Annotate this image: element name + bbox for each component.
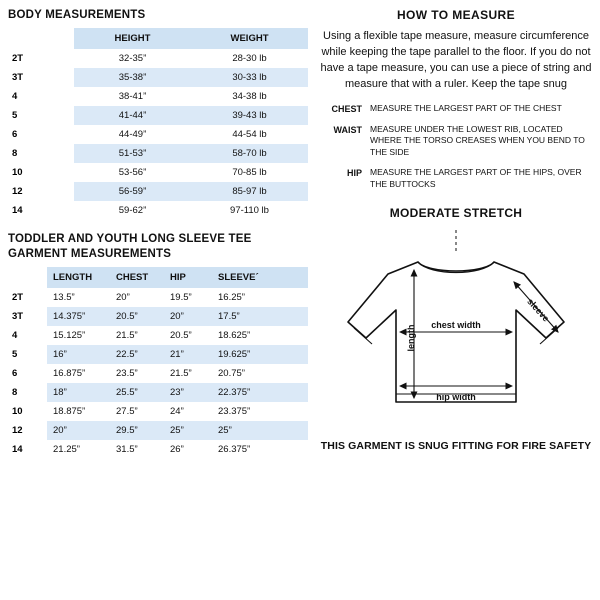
definition-waist bbox=[318, 124, 594, 158]
body-weight: 97-110 lb bbox=[230, 205, 269, 217]
body-size: 12 bbox=[8, 182, 74, 201]
moderate-stretch-title: MODERATE STRETCH bbox=[389, 206, 523, 221]
body-size: 14 bbox=[12, 205, 23, 217]
body-height: 59-62” bbox=[118, 205, 147, 217]
garment-chest: 22.5” bbox=[110, 345, 164, 364]
definition-term: HIP bbox=[346, 168, 362, 179]
table-row bbox=[8, 144, 308, 163]
right-column bbox=[318, 6, 594, 459]
definition-text: MEASURE THE LARGEST PART OF THE HIPS, OVER THE BUTTOCKS bbox=[370, 167, 582, 189]
body-weight: 70-85 lb bbox=[232, 167, 267, 179]
table-row bbox=[8, 68, 308, 87]
garment-diagram bbox=[318, 226, 594, 436]
garment-measurements-table bbox=[8, 267, 308, 459]
garment-hip: 19.5” bbox=[170, 292, 192, 304]
diagram-label-hip-width: hip width bbox=[436, 392, 476, 403]
body-weight: 34-38 lb bbox=[232, 91, 267, 103]
diagram-label-sleeve: sleeve bbox=[525, 296, 552, 324]
body-weight: 28-30 lb bbox=[232, 53, 267, 65]
body-height: 38-41” bbox=[118, 91, 147, 103]
table-row bbox=[8, 440, 308, 459]
garment-length: 18.875” bbox=[53, 406, 86, 418]
table-row bbox=[8, 163, 308, 182]
garment-sleeve: 16.25” bbox=[218, 292, 245, 304]
how-to-measure-intro: Using a flexible tape measure, measure circumference while keeping the tape parallel to the floor. If you do not have a tape measure, you can use a piece of string and measure that with a ruler. Keep the tape snug bbox=[320, 30, 592, 90]
diagram-label-chest-width: chest width bbox=[431, 320, 481, 331]
body-weight: 44-54 lb bbox=[232, 129, 267, 141]
garment-header-sleeve: SLEEVE´ bbox=[212, 267, 308, 288]
body-height: 32-35” bbox=[118, 53, 147, 65]
garment-size: 8 bbox=[8, 383, 47, 402]
garment-chest: 21.5” bbox=[116, 330, 138, 342]
body-weight: 85-97 lb bbox=[191, 182, 308, 201]
garment-size: 5 bbox=[8, 345, 47, 364]
how-to-measure-title: HOW TO MEASURE bbox=[396, 8, 516, 22]
garment-hip: 21” bbox=[164, 345, 212, 364]
garment-length: 13.5” bbox=[53, 292, 75, 304]
garment-measurements-title: TODDLER AND YOUTH LONG SLEEVE TEE GARMENT MEASUREMENTS bbox=[8, 233, 252, 260]
garment-hip: 24” bbox=[170, 406, 184, 418]
garment-sleeve: 19.625” bbox=[212, 345, 308, 364]
body-measurements-title: BODY MEASUREMENTS bbox=[8, 9, 146, 21]
body-header-height: HEIGHT bbox=[74, 28, 191, 49]
garment-header-length: LENGTH bbox=[47, 267, 110, 288]
table-header-row bbox=[8, 267, 308, 288]
garment-size: 12 bbox=[8, 421, 47, 440]
table-row bbox=[8, 182, 308, 201]
garment-length: 15.125” bbox=[53, 330, 86, 342]
body-weight: 58-70 lb bbox=[191, 144, 308, 163]
garment-chest: 20.5” bbox=[110, 307, 164, 326]
definition-chest bbox=[318, 103, 594, 115]
garment-hip: 26” bbox=[170, 444, 184, 456]
garment-chest: 27.5” bbox=[116, 406, 138, 418]
garment-size: 6 bbox=[12, 368, 18, 380]
body-header-size bbox=[8, 28, 74, 49]
garment-length: 14.375” bbox=[47, 307, 110, 326]
garment-chest: 29.5” bbox=[110, 421, 164, 440]
garment-length: 16” bbox=[47, 345, 110, 364]
body-height: 51-53” bbox=[74, 144, 191, 163]
definition-hip bbox=[318, 167, 594, 190]
table-row bbox=[8, 345, 308, 364]
table-row bbox=[8, 201, 308, 220]
body-height: 41-44” bbox=[74, 106, 191, 125]
body-height: 35-38” bbox=[74, 68, 191, 87]
table-row bbox=[8, 49, 308, 68]
garment-size: 3T bbox=[8, 307, 47, 326]
garment-length: 16.875” bbox=[53, 368, 86, 380]
garment-sleeve: 22.375” bbox=[212, 383, 308, 402]
table-header-row bbox=[8, 28, 308, 49]
definition-term: CHEST bbox=[331, 103, 362, 114]
garment-length: 18” bbox=[47, 383, 110, 402]
garment-hip: 20” bbox=[164, 307, 212, 326]
garment-header-size bbox=[8, 267, 47, 288]
table-row bbox=[8, 383, 308, 402]
table-row bbox=[8, 326, 308, 345]
table-row bbox=[8, 106, 308, 125]
garment-size: 14 bbox=[12, 444, 23, 456]
body-height: 44-49” bbox=[118, 129, 147, 141]
garment-sleeve: 18.625” bbox=[218, 330, 251, 342]
garment-hip: 20.5” bbox=[170, 330, 192, 342]
body-header-weight: WEIGHT bbox=[191, 28, 308, 49]
long-sleeve-tee-illustration bbox=[318, 226, 594, 438]
body-size: 6 bbox=[12, 129, 18, 141]
garment-chest: 25.5” bbox=[110, 383, 164, 402]
garment-hip: 25” bbox=[164, 421, 212, 440]
table-row bbox=[8, 364, 308, 383]
body-height: 53-56” bbox=[118, 167, 147, 179]
definition-term: WAIST bbox=[333, 124, 362, 135]
diagram-label-length: length bbox=[406, 324, 416, 352]
garment-size: 4 bbox=[12, 330, 18, 342]
body-size: 4 bbox=[12, 91, 18, 103]
definition-text: MEASURE THE LARGEST PART OF THE CHEST bbox=[370, 102, 562, 113]
garment-length: 20” bbox=[47, 421, 110, 440]
garment-hip: 23” bbox=[164, 383, 212, 402]
garment-chest: 31.5” bbox=[116, 444, 138, 456]
garment-chest: 20” bbox=[116, 292, 130, 304]
body-size: 5 bbox=[8, 106, 74, 125]
table-row bbox=[8, 307, 308, 326]
garment-header-hip: HIP bbox=[164, 267, 212, 288]
body-weight: 30-33 lb bbox=[191, 68, 308, 87]
garment-size: 10 bbox=[12, 406, 23, 418]
garment-sleeve: 23.375” bbox=[218, 406, 251, 418]
garment-header-chest: CHEST bbox=[110, 267, 164, 288]
table-row bbox=[8, 288, 308, 307]
garment-hip: 21.5” bbox=[170, 368, 192, 380]
fire-safety-note: THIS GARMENT IS SNUG FITTING FOR FIRE SAFETY bbox=[320, 440, 592, 453]
garment-sleeve: 25” bbox=[212, 421, 308, 440]
garment-chest: 23.5” bbox=[116, 368, 138, 380]
body-height: 56-59” bbox=[74, 182, 191, 201]
table-row bbox=[8, 125, 308, 144]
garment-sleeve: 26.375” bbox=[218, 444, 251, 456]
body-weight: 39-43 lb bbox=[191, 106, 308, 125]
definition-text: MEASURE UNDER THE LOWEST RIB, LOCATED WHERE THE TORSO CREASES WHEN YOU BEND TO THE SIDE bbox=[370, 123, 585, 157]
body-size: 2T bbox=[12, 53, 24, 65]
left-column bbox=[8, 6, 308, 459]
two-column-layout bbox=[8, 6, 592, 459]
table-row bbox=[8, 402, 308, 421]
garment-length: 21.25” bbox=[53, 444, 80, 456]
body-measurements-table bbox=[8, 28, 308, 220]
garment-sleeve: 20.75” bbox=[218, 368, 245, 380]
measurement-definitions bbox=[318, 103, 594, 190]
body-size: 10 bbox=[12, 167, 23, 179]
table-row bbox=[8, 87, 308, 106]
body-size: 8 bbox=[8, 144, 74, 163]
garment-sleeve: 17.5” bbox=[212, 307, 308, 326]
body-size: 3T bbox=[8, 68, 74, 87]
table-row bbox=[8, 421, 308, 440]
garment-size: 2T bbox=[12, 292, 24, 304]
